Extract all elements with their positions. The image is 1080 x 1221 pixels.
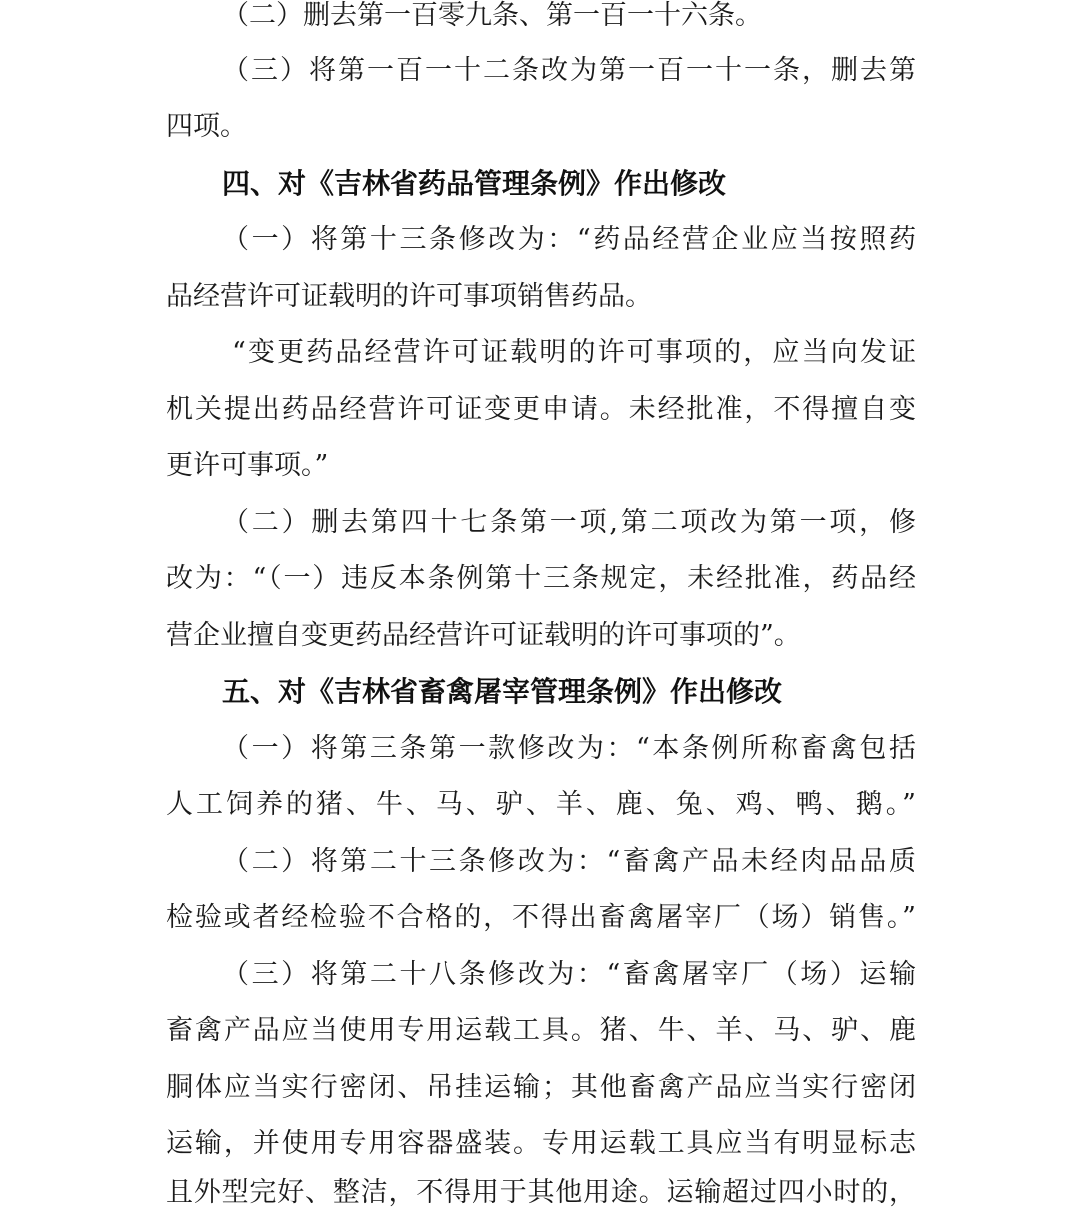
paragraph-line: 营企业擅自变更药品经营许可证载明的许可事项的”。 xyxy=(166,620,801,651)
paragraph-line: （三）将第一百一十二条改为第一百一十一条，删去第 xyxy=(222,55,916,86)
paragraph-line: （一）将第三条第一款修改为：“本条例所称畜禽包括 xyxy=(222,733,916,764)
paragraph-line: 机关提出药品经营许可证变更申请。未经批准，不得擅自变 xyxy=(166,394,916,425)
paragraph-line: 更许可事项。” xyxy=(166,450,329,481)
paragraph-line: （一）将第十三条修改为：“药品经营企业应当按照药 xyxy=(222,224,916,255)
paragraph-line: （三）将第二十八条修改为：“畜禽屠宰厂（场）运输 xyxy=(222,959,916,990)
paragraph-line: （二）删去第一百零九条、第一百一十六条。 xyxy=(222,0,762,31)
paragraph-line: 品经营许可证载明的许可事项销售药品。 xyxy=(166,281,652,312)
paragraph-line: （二）将第二十三条修改为：“畜禽产品未经肉品品质 xyxy=(222,846,916,877)
paragraph-line: 胴体应当实行密闭、吊挂运输；其他畜禽产品应当实行密闭 xyxy=(166,1072,916,1103)
section-heading: 五、对《吉林省畜禽屠宰管理条例》作出修改 xyxy=(222,675,783,708)
paragraph-line: （二）删去第四十七条第一项,第二项改为第一项，修 xyxy=(222,507,916,538)
paragraph-line: 人工饲养的猪、牛、马、驴、羊、鹿、兔、鸡、鸭、鹅。” xyxy=(166,789,916,820)
paragraph-line: 改为：“（一）违反本条例第十三条规定，未经批准，药品经 xyxy=(166,563,916,594)
paragraph-line: “变更药品经营许可证载明的许可事项的，应当向发证 xyxy=(232,337,916,368)
paragraph-line: 且外型完好、整洁，不得用于其他用途。运输超过四小时的， xyxy=(166,1177,916,1208)
paragraph-line: 运输，并使用专用容器盛装。专用运载工具应当有明显标志 xyxy=(166,1128,916,1159)
paragraph-line: 四项。 xyxy=(166,111,247,142)
paragraph-line: 检验或者经检验不合格的，不得出畜禽屠宰厂（场）销售。” xyxy=(166,902,916,933)
paragraph-line: 畜禽产品应当使用专用运载工具。猪、牛、羊、马、驴、鹿 xyxy=(166,1015,916,1046)
section-heading: 四、对《吉林省药品管理条例》作出修改 xyxy=(222,167,727,200)
